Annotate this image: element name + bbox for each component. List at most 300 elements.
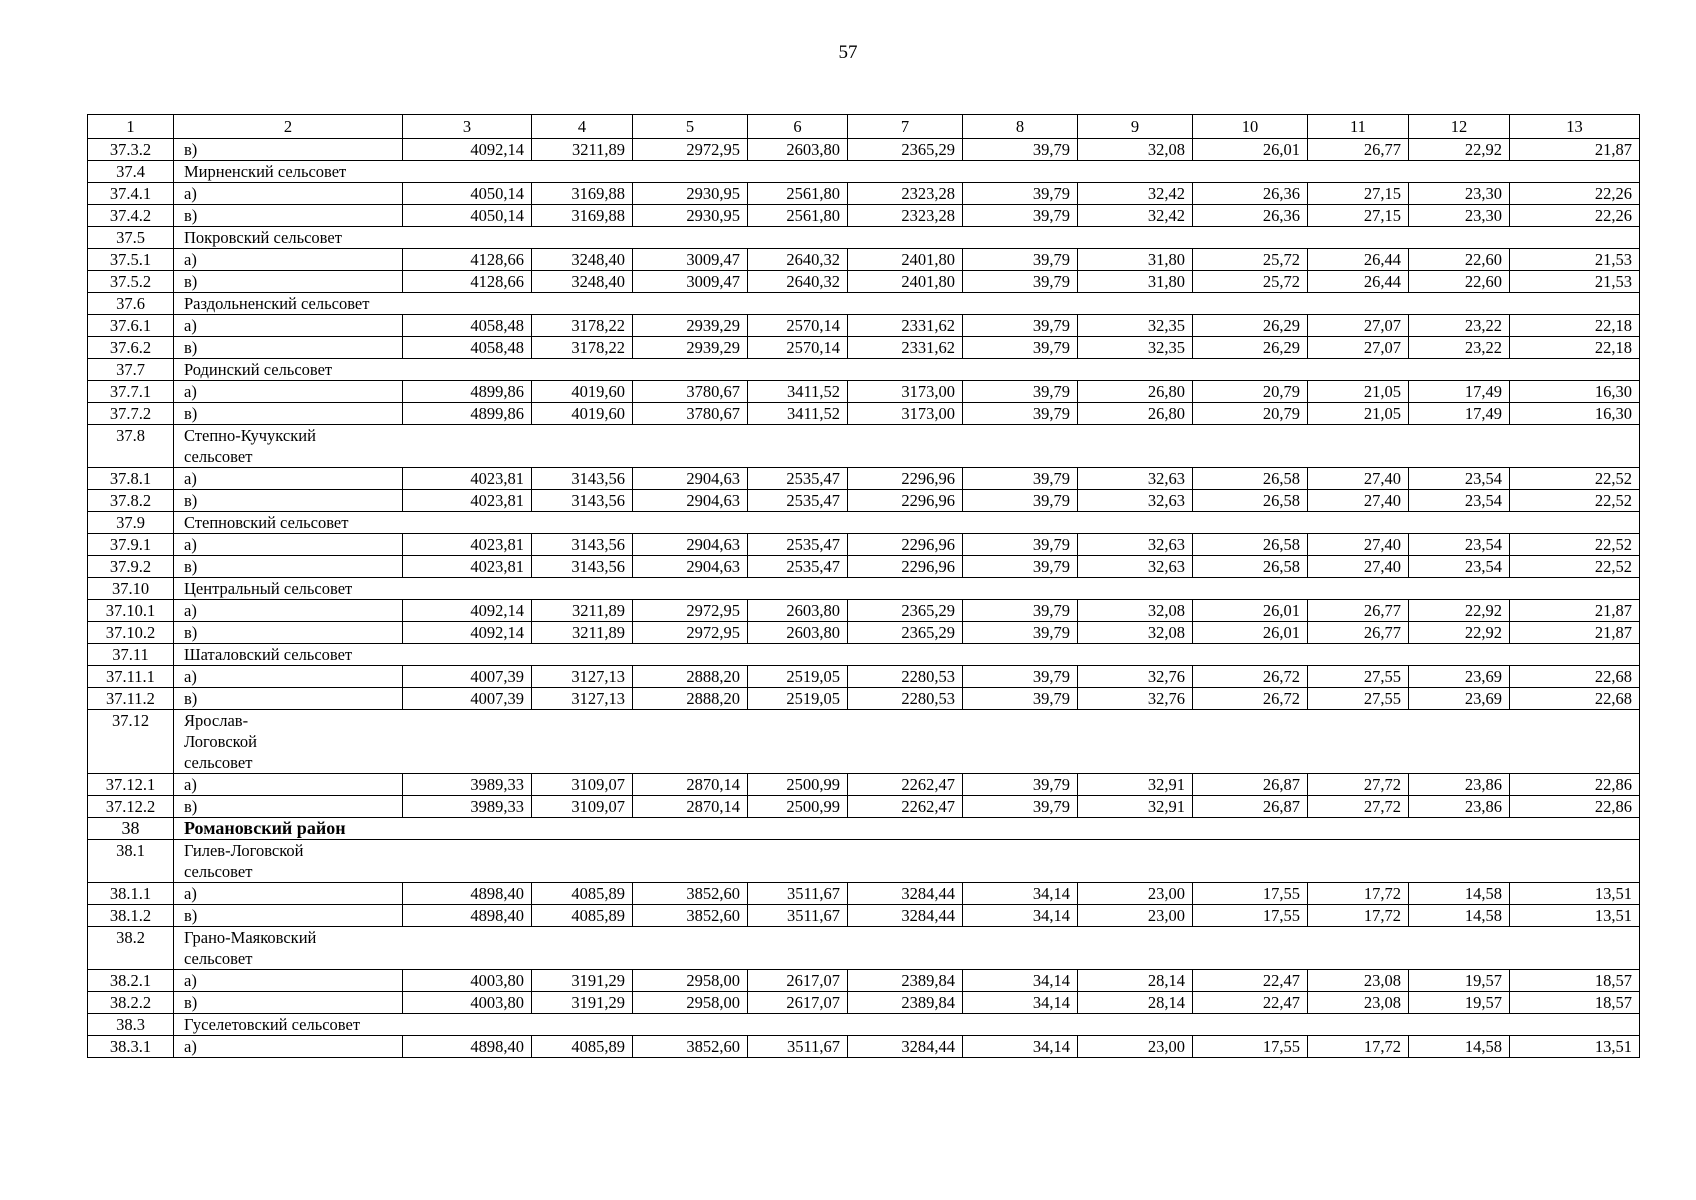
table-cell: 22,92 (1409, 139, 1510, 161)
table-cell: 39,79 (963, 622, 1078, 644)
table-cell: 2888,20 (633, 666, 748, 688)
table-cell: 2972,95 (633, 600, 748, 622)
row-code: 37.7 (88, 359, 174, 381)
table-cell: 32,91 (1078, 796, 1193, 818)
row-code: 37.12.1 (88, 774, 174, 796)
row-label: а) (174, 774, 403, 796)
table-cell: 39,79 (963, 774, 1078, 796)
table-cell: 22,86 (1510, 774, 1640, 796)
table-cell: 26,44 (1308, 271, 1409, 293)
row-code: 37.11.2 (88, 688, 174, 710)
table-cell: 27,55 (1308, 688, 1409, 710)
table-cell: 2888,20 (633, 688, 748, 710)
row-code: 38.2.1 (88, 970, 174, 992)
table-cell: 39,79 (963, 600, 1078, 622)
table-cell: 2561,80 (748, 205, 848, 227)
table-cell: 23,69 (1409, 666, 1510, 688)
table-cell: 20,79 (1193, 403, 1308, 425)
row-code: 37.12.2 (88, 796, 174, 818)
table-row (88, 534, 1640, 556)
table-cell: 32,76 (1078, 688, 1193, 710)
table-cell: 32,91 (1078, 774, 1193, 796)
row-code: 37.5.1 (88, 249, 174, 271)
row-label: а) (174, 183, 403, 205)
table-cell: 3169,88 (532, 183, 633, 205)
table-cell: 23,86 (1409, 774, 1510, 796)
table-cell: 26,44 (1308, 249, 1409, 271)
table-cell: 3127,13 (532, 666, 633, 688)
table-cell: 2958,00 (633, 970, 748, 992)
table-cell: 4023,81 (403, 468, 532, 490)
table-cell: 22,68 (1510, 666, 1640, 688)
table-cell: 23,00 (1078, 1036, 1193, 1058)
table-row (88, 600, 1640, 622)
table-cell: 4899,86 (403, 381, 532, 403)
table-cell: 26,29 (1193, 337, 1308, 359)
row-label: а) (174, 970, 403, 992)
table-cell: 2401,80 (848, 249, 963, 271)
table-cell: 17,55 (1193, 905, 1308, 927)
table-cell: 39,79 (963, 490, 1078, 512)
row-label: Степновский сельсовет (174, 512, 1640, 534)
column-header: 10 (1193, 115, 1308, 139)
table-cell: 4898,40 (403, 1036, 532, 1058)
table-cell: 21,53 (1510, 271, 1640, 293)
table-cell: 23,30 (1409, 205, 1510, 227)
table-cell: 26,58 (1193, 490, 1308, 512)
table-cell: 23,08 (1308, 970, 1409, 992)
table-cell: 26,77 (1308, 600, 1409, 622)
table-cell: 14,58 (1409, 1036, 1510, 1058)
table-cell: 3173,00 (848, 403, 963, 425)
table-cell: 4058,48 (403, 315, 532, 337)
table-row (88, 688, 1640, 710)
table-row (88, 905, 1640, 927)
table-cell: 2930,95 (633, 183, 748, 205)
row-label: Родинский сельсовет (174, 359, 1640, 381)
table-cell: 3284,44 (848, 905, 963, 927)
row-label: а) (174, 666, 403, 688)
table-row (88, 774, 1640, 796)
row-label: в) (174, 796, 403, 818)
row-code: 37.9 (88, 512, 174, 534)
table-cell: 18,57 (1510, 992, 1640, 1014)
table-cell: 34,14 (963, 970, 1078, 992)
row-label: а) (174, 1036, 403, 1058)
table-cell: 31,80 (1078, 271, 1193, 293)
table-cell: 22,68 (1510, 688, 1640, 710)
table-cell: 32,08 (1078, 622, 1193, 644)
table-cell: 2870,14 (633, 796, 748, 818)
table-cell: 3780,67 (633, 381, 748, 403)
row-label: а) (174, 315, 403, 337)
table-cell: 4007,39 (403, 688, 532, 710)
table-cell: 22,52 (1510, 556, 1640, 578)
table-cell: 23,54 (1409, 534, 1510, 556)
table-cell: 4003,80 (403, 970, 532, 992)
table-cell: 2262,47 (848, 774, 963, 796)
table-cell: 2535,47 (748, 468, 848, 490)
table-cell: 2617,07 (748, 992, 848, 1014)
table-cell: 4899,86 (403, 403, 532, 425)
table-cell: 3211,89 (532, 600, 633, 622)
table-cell: 32,42 (1078, 205, 1193, 227)
table-cell: 22,60 (1409, 249, 1510, 271)
table-cell: 34,14 (963, 1036, 1078, 1058)
row-code: 37.11.1 (88, 666, 174, 688)
table-cell: 23,86 (1409, 796, 1510, 818)
column-header: 4 (532, 115, 633, 139)
table-cell: 26,36 (1193, 183, 1308, 205)
table-row (88, 490, 1640, 512)
table-cell: 2500,99 (748, 796, 848, 818)
table-cell: 4023,81 (403, 490, 532, 512)
table-cell: 2603,80 (748, 139, 848, 161)
table-cell: 32,63 (1078, 468, 1193, 490)
row-code: 37.5.2 (88, 271, 174, 293)
table-cell: 2904,63 (633, 534, 748, 556)
table-cell: 3169,88 (532, 205, 633, 227)
table-cell: 26,01 (1193, 600, 1308, 622)
table-cell: 26,77 (1308, 139, 1409, 161)
table-cell: 27,15 (1308, 205, 1409, 227)
row-code: 37.8.1 (88, 468, 174, 490)
row-code: 37.10.2 (88, 622, 174, 644)
table-row (88, 970, 1640, 992)
table-cell: 2972,95 (633, 139, 748, 161)
table-cell: 23,00 (1078, 905, 1193, 927)
table-cell: 3143,56 (532, 490, 633, 512)
table-cell: 39,79 (963, 666, 1078, 688)
row-label: Мирненский сельсовет (174, 161, 1640, 183)
table-cell: 2535,47 (748, 490, 848, 512)
table-cell: 2519,05 (748, 666, 848, 688)
table-row (88, 468, 1640, 490)
table-cell: 26,87 (1193, 796, 1308, 818)
table-cell: 3127,13 (532, 688, 633, 710)
row-code: 37.9.2 (88, 556, 174, 578)
row-code: 38 (88, 818, 174, 840)
table-cell: 23,00 (1078, 883, 1193, 905)
table-cell: 2389,84 (848, 970, 963, 992)
table-cell: 39,79 (963, 139, 1078, 161)
table-cell: 3178,22 (532, 337, 633, 359)
table-cell: 22,18 (1510, 337, 1640, 359)
table-cell: 2296,96 (848, 468, 963, 490)
row-code: 38.3 (88, 1014, 174, 1036)
table-cell: 3248,40 (532, 249, 633, 271)
table-cell: 26,36 (1193, 205, 1308, 227)
row-code: 37.9.1 (88, 534, 174, 556)
table-cell: 26,72 (1193, 666, 1308, 688)
table-cell: 27,40 (1308, 534, 1409, 556)
table-cell: 3211,89 (532, 622, 633, 644)
table-cell: 26,87 (1193, 774, 1308, 796)
column-header: 7 (848, 115, 963, 139)
section-row (88, 227, 1640, 249)
table-cell: 19,57 (1409, 992, 1510, 1014)
table-cell: 26,77 (1308, 622, 1409, 644)
table-cell: 22,26 (1510, 205, 1640, 227)
table-cell: 2904,63 (633, 490, 748, 512)
table-cell: 2535,47 (748, 534, 848, 556)
row-label: а) (174, 534, 403, 556)
table-cell: 3191,29 (532, 970, 633, 992)
table-cell: 27,55 (1308, 666, 1409, 688)
row-code: 37.7.2 (88, 403, 174, 425)
table-cell: 4128,66 (403, 249, 532, 271)
table-cell: 32,35 (1078, 337, 1193, 359)
table-cell: 21,53 (1510, 249, 1640, 271)
table-cell: 34,14 (963, 905, 1078, 927)
table-cell: 3511,67 (748, 883, 848, 905)
table-cell: 34,14 (963, 992, 1078, 1014)
table-cell: 2280,53 (848, 688, 963, 710)
row-label: в) (174, 556, 403, 578)
table-row (88, 315, 1640, 337)
table-cell: 4019,60 (532, 381, 633, 403)
row-label: а) (174, 468, 403, 490)
row-label: в) (174, 271, 403, 293)
section-row (88, 710, 1640, 774)
table-cell: 14,58 (1409, 905, 1510, 927)
table-cell: 3178,22 (532, 315, 633, 337)
table-row (88, 666, 1640, 688)
table-cell: 39,79 (963, 556, 1078, 578)
row-label: Покровский сельсовет (174, 227, 1640, 249)
table-cell: 2561,80 (748, 183, 848, 205)
table-cell: 13,51 (1510, 883, 1640, 905)
table-cell: 3009,47 (633, 271, 748, 293)
row-code: 37.6.2 (88, 337, 174, 359)
row-code: 38.3.1 (88, 1036, 174, 1058)
row-label: а) (174, 600, 403, 622)
row-code: 37.10.1 (88, 600, 174, 622)
row-code: 37.8.2 (88, 490, 174, 512)
row-label: Степно-Кучукский сельсовет (174, 425, 1640, 468)
column-header: 3 (403, 115, 532, 139)
table-cell: 2389,84 (848, 992, 963, 1014)
table-cell: 39,79 (963, 381, 1078, 403)
table-cell: 2365,29 (848, 600, 963, 622)
table-cell: 3852,60 (633, 1036, 748, 1058)
table-cell: 32,63 (1078, 556, 1193, 578)
table-cell: 3284,44 (848, 1036, 963, 1058)
table-cell: 4050,14 (403, 205, 532, 227)
section-row (88, 161, 1640, 183)
table-cell: 4092,14 (403, 622, 532, 644)
table-cell: 4898,40 (403, 905, 532, 927)
table-cell: 22,18 (1510, 315, 1640, 337)
table-cell: 4050,14 (403, 183, 532, 205)
table-cell: 4092,14 (403, 139, 532, 161)
table-row (88, 271, 1640, 293)
row-label: а) (174, 381, 403, 403)
table-cell: 26,29 (1193, 315, 1308, 337)
table-cell: 17,72 (1308, 1036, 1409, 1058)
table-cell: 26,80 (1078, 403, 1193, 425)
column-header: 8 (963, 115, 1078, 139)
table-cell: 23,08 (1308, 992, 1409, 1014)
table-cell: 27,07 (1308, 315, 1409, 337)
table-cell: 3852,60 (633, 883, 748, 905)
row-label: а) (174, 883, 403, 905)
table-row (88, 796, 1640, 818)
table-cell: 22,60 (1409, 271, 1510, 293)
table-row (88, 622, 1640, 644)
column-header: 9 (1078, 115, 1193, 139)
table-cell: 2323,28 (848, 205, 963, 227)
table-cell: 27,72 (1308, 774, 1409, 796)
table-cell: 21,87 (1510, 622, 1640, 644)
table-cell: 32,08 (1078, 600, 1193, 622)
table-cell: 4128,66 (403, 271, 532, 293)
table-cell: 3411,52 (748, 381, 848, 403)
table-cell: 2870,14 (633, 774, 748, 796)
table-cell: 3173,00 (848, 381, 963, 403)
table-cell: 2958,00 (633, 992, 748, 1014)
table-cell: 2500,99 (748, 774, 848, 796)
section-row (88, 425, 1640, 468)
table-cell: 21,05 (1308, 403, 1409, 425)
table-cell: 13,51 (1510, 1036, 1640, 1058)
table-cell: 17,49 (1409, 381, 1510, 403)
table-cell: 23,54 (1409, 556, 1510, 578)
section-row (88, 512, 1640, 534)
column-header: 13 (1510, 115, 1640, 139)
table-cell: 3852,60 (633, 905, 748, 927)
column-header: 5 (633, 115, 748, 139)
table-cell: 4085,89 (532, 1036, 633, 1058)
table-cell: 23,22 (1409, 337, 1510, 359)
table-cell: 16,30 (1510, 381, 1640, 403)
column-header: 12 (1409, 115, 1510, 139)
table-cell: 3143,56 (532, 534, 633, 556)
table-cell: 22,47 (1193, 992, 1308, 1014)
table-cell: 28,14 (1078, 970, 1193, 992)
table-cell: 26,01 (1193, 139, 1308, 161)
table-row (88, 556, 1640, 578)
row-label: Грано-Маяковский сельсовет (174, 927, 1640, 970)
table-cell: 28,14 (1078, 992, 1193, 1014)
table-cell: 25,72 (1193, 249, 1308, 271)
table-cell: 2603,80 (748, 600, 848, 622)
table-cell: 26,72 (1193, 688, 1308, 710)
section-row (88, 1014, 1640, 1036)
table-cell: 3109,07 (532, 796, 633, 818)
table-row (88, 992, 1640, 1014)
table-cell: 39,79 (963, 249, 1078, 271)
table-row (88, 1036, 1640, 1058)
table-cell: 27,40 (1308, 468, 1409, 490)
table-cell: 2365,29 (848, 139, 963, 161)
table-cell: 3143,56 (532, 468, 633, 490)
column-header: 2 (174, 115, 403, 139)
row-code: 37.3.2 (88, 139, 174, 161)
table-cell: 22,47 (1193, 970, 1308, 992)
table-cell: 18,57 (1510, 970, 1640, 992)
table-cell: 2972,95 (633, 622, 748, 644)
table-cell: 4023,81 (403, 534, 532, 556)
row-label: в) (174, 905, 403, 927)
table-cell: 23,69 (1409, 688, 1510, 710)
table-cell: 3191,29 (532, 992, 633, 1014)
table-cell: 2280,53 (848, 666, 963, 688)
table-cell: 34,14 (963, 883, 1078, 905)
table-cell: 17,55 (1193, 1036, 1308, 1058)
table-cell: 2296,96 (848, 556, 963, 578)
table-row (88, 139, 1640, 161)
section-row (88, 578, 1640, 600)
table-cell: 2296,96 (848, 534, 963, 556)
table-cell: 3248,40 (532, 271, 633, 293)
table-cell: 3211,89 (532, 139, 633, 161)
row-code: 37.6 (88, 293, 174, 315)
table-cell: 2262,47 (848, 796, 963, 818)
section-row (88, 927, 1640, 970)
table-cell: 16,30 (1510, 403, 1640, 425)
row-code: 37.12 (88, 710, 174, 774)
table-cell: 2296,96 (848, 490, 963, 512)
table-cell: 26,58 (1193, 534, 1308, 556)
table-cell: 25,72 (1193, 271, 1308, 293)
table-cell: 22,92 (1409, 622, 1510, 644)
table-cell: 2939,29 (633, 315, 748, 337)
row-code: 37.8 (88, 425, 174, 468)
table-cell: 39,79 (963, 534, 1078, 556)
table-cell: 3009,47 (633, 249, 748, 271)
table-cell: 17,49 (1409, 403, 1510, 425)
table-cell: 27,15 (1308, 183, 1409, 205)
table-cell: 2331,62 (848, 337, 963, 359)
row-code: 37.7.1 (88, 381, 174, 403)
row-label: Ярослав-Логовской сельсовет (174, 710, 1640, 774)
table-cell: 17,55 (1193, 883, 1308, 905)
section-row (88, 644, 1640, 666)
table-cell: 39,79 (963, 796, 1078, 818)
table-cell: 4058,48 (403, 337, 532, 359)
table-cell: 4898,40 (403, 883, 532, 905)
table-row (88, 883, 1640, 905)
table-cell: 32,76 (1078, 666, 1193, 688)
table-cell: 3989,33 (403, 796, 532, 818)
table-cell: 4007,39 (403, 666, 532, 688)
table-cell: 23,54 (1409, 468, 1510, 490)
table-cell: 21,05 (1308, 381, 1409, 403)
table-cell: 2640,32 (748, 271, 848, 293)
table-cell: 27,40 (1308, 490, 1409, 512)
row-label: в) (174, 490, 403, 512)
table-cell: 26,80 (1078, 381, 1193, 403)
table-row (88, 183, 1640, 205)
table-cell: 39,79 (963, 688, 1078, 710)
row-code: 37.11 (88, 644, 174, 666)
table-cell: 39,79 (963, 183, 1078, 205)
section-row (88, 359, 1640, 381)
table-cell: 2930,95 (633, 205, 748, 227)
column-number-row (88, 115, 1640, 139)
row-label: Гилев-Логовской сельсовет (174, 840, 1640, 883)
row-code: 37.4 (88, 161, 174, 183)
table-cell: 32,63 (1078, 534, 1193, 556)
table-cell: 3143,56 (532, 556, 633, 578)
table-cell: 3989,33 (403, 774, 532, 796)
table-cell: 27,72 (1308, 796, 1409, 818)
table-cell: 4085,89 (532, 883, 633, 905)
table-cell: 32,35 (1078, 315, 1193, 337)
table-row (88, 205, 1640, 227)
table-cell: 14,58 (1409, 883, 1510, 905)
